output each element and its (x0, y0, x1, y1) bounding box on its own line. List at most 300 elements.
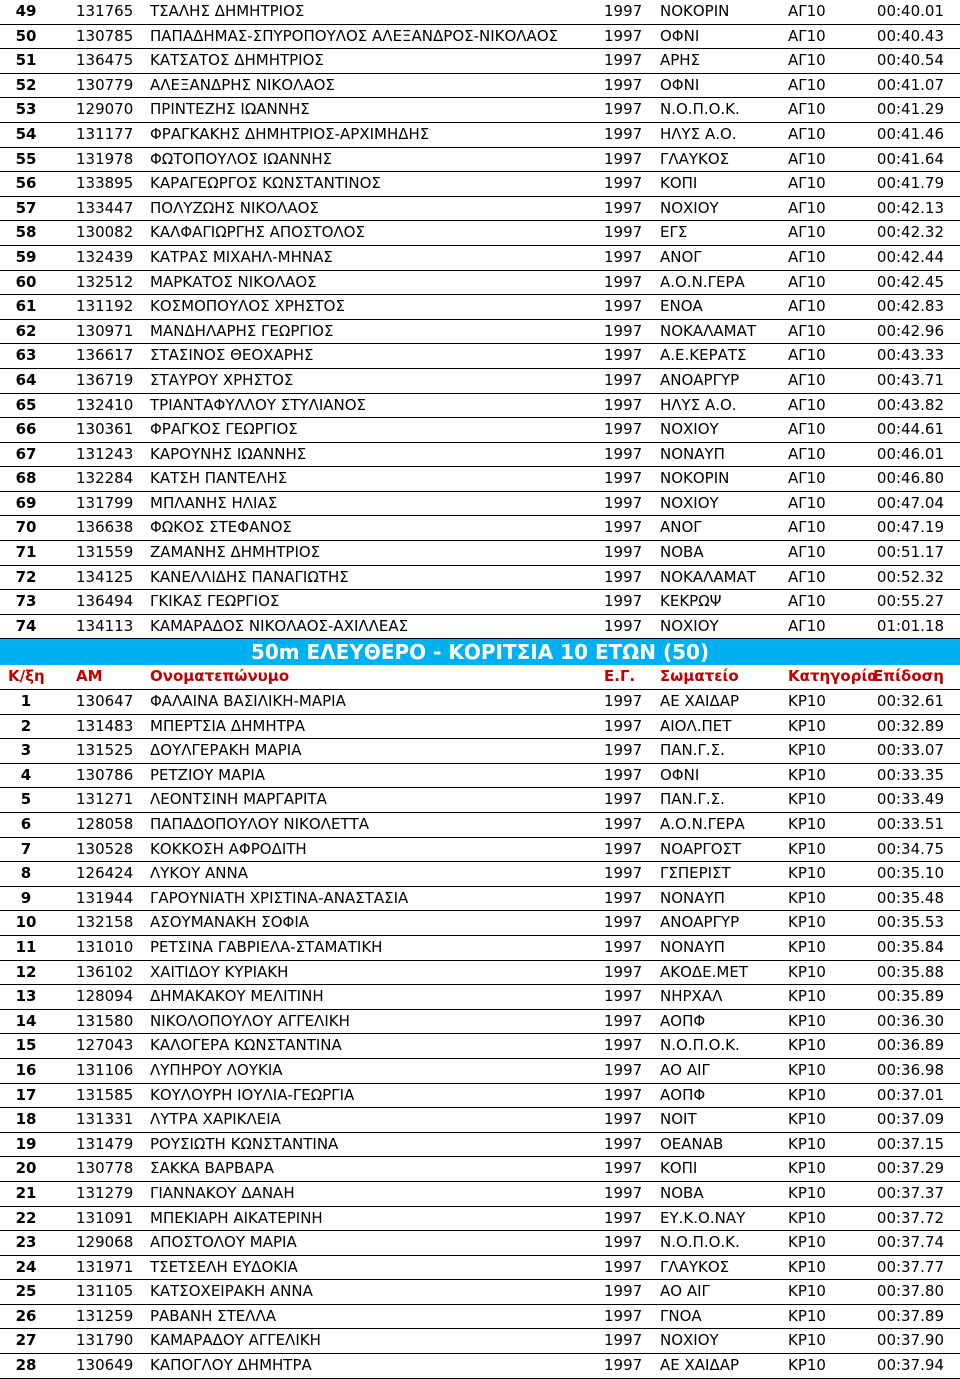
club-cell: Ν.Ο.Π.Ο.Κ. (660, 1036, 740, 1055)
am-cell: 131192 (76, 297, 134, 316)
table-row (0, 49, 960, 74)
name-cell: ΛΥΠΗΡΟΥ ΛΟΥΚΙΑ (150, 1060, 283, 1079)
rank-cell: 61 (15, 297, 37, 316)
name-cell: ΖΑΜΑΝΗΣ ΔΗΜΗΤΡΙΟΣ (150, 543, 321, 562)
table-row (0, 541, 960, 566)
category-cell: ΚΡ10 (788, 839, 826, 858)
name-cell: ΚΑΠΟΓΛΟΥ ΔΗΜΗΤΡΑ (150, 1356, 312, 1375)
year-cell: 1997 (604, 223, 643, 242)
category-cell: ΑΓ10 (788, 321, 826, 340)
am-cell: 130361 (76, 420, 134, 439)
category-cell: ΑΓ10 (788, 26, 826, 45)
table-row (0, 788, 960, 813)
rank-cell: 55 (15, 149, 37, 168)
year-cell: 1997 (604, 420, 643, 439)
club-cell: ΗΛΥΣ Α.Ο. (660, 124, 737, 143)
am-cell: 131331 (76, 1110, 134, 1129)
time-cell: 00:37.89 (876, 1306, 944, 1325)
name-cell: ΦΡΑΓΚΟΣ ΓΕΩΡΓΙΟΣ (150, 420, 298, 439)
time-cell: 00:43.33 (876, 346, 944, 365)
am-cell: 129070 (76, 100, 134, 119)
am-cell: 133447 (76, 198, 134, 217)
time-cell: 00:41.64 (876, 149, 944, 168)
name-cell: ΜΠΕΚΙΑΡΗ ΑΙΚΑΤΕΡΙΝΗ (150, 1208, 323, 1227)
am-cell: 131105 (76, 1282, 134, 1301)
time-cell: 00:37.77 (876, 1257, 944, 1276)
am-cell: 133895 (76, 174, 134, 193)
club-cell: ΑΟ ΑΙΓ (660, 1282, 710, 1301)
rank-cell: 18 (15, 1110, 37, 1129)
year-cell: 1997 (604, 1331, 643, 1350)
year-cell: 1997 (604, 444, 643, 463)
club-cell: ΝΟΧΙΟΥ (660, 1331, 719, 1350)
am-cell: 131106 (76, 1060, 134, 1079)
am-cell: 131799 (76, 493, 134, 512)
rank-cell: 19 (15, 1134, 37, 1153)
am-cell: 130779 (76, 75, 134, 94)
am-cell: 131483 (76, 716, 134, 735)
header-rank: Κ/ξη (8, 667, 45, 686)
category-cell: ΚΡ10 (788, 790, 826, 809)
table-row (0, 615, 960, 640)
am-cell: 131010 (76, 937, 134, 956)
rank-cell: 11 (15, 937, 37, 956)
table-row (0, 1182, 960, 1207)
am-cell: 132284 (76, 469, 134, 488)
name-cell: ΑΠΟΣΤΟΛΟΥ ΜΑΡΙΑ (150, 1233, 297, 1252)
name-cell: ΠΑΠΑΔΗΜΑΣ-ΣΠΥΡΟΠΟΥΛΟΣ ΑΛΕΞΑΝΔΡΟΣ-ΝΙΚΟΛΑΟΣ (150, 26, 559, 45)
name-cell: ΔΟΥΛΓΕΡΑΚΗ ΜΑΡΙΑ (150, 741, 302, 760)
time-cell: 00:52.32 (876, 567, 944, 586)
year-cell: 1997 (604, 370, 643, 389)
time-cell: 00:40.54 (876, 51, 944, 70)
am-cell: 131944 (76, 888, 134, 907)
category-cell: ΑΓ10 (788, 469, 826, 488)
year-cell: 1997 (604, 815, 643, 833)
boys-results (0, 0, 960, 639)
category-cell: ΑΓ10 (788, 420, 826, 439)
category-cell: ΑΓ10 (788, 75, 826, 94)
year-cell: 1997 (604, 395, 643, 414)
am-cell: 128094 (76, 987, 134, 1006)
time-cell: 00:42.13 (876, 198, 944, 217)
year-cell: 1997 (604, 937, 643, 956)
table-row (0, 739, 960, 764)
club-cell: ΠΑΝ.Γ.Σ. (660, 741, 725, 760)
category-cell: ΑΓ10 (788, 297, 826, 316)
club-cell: ΝΟΚΑΛΑΜΑΤ (660, 567, 757, 586)
time-cell: 00:40.43 (876, 26, 944, 45)
category-cell: ΑΓ10 (788, 370, 826, 389)
rank-cell: 16 (15, 1060, 37, 1079)
name-cell: ΚΑΜΑΡΑΔΟΥ ΑΓΓΕΛΙΚΗ (150, 1331, 321, 1350)
table-row (0, 813, 960, 838)
am-cell: 127043 (76, 1036, 134, 1055)
name-cell: ΚΑΛΦΑΓΙΩΡΓΗΣ ΑΠΟΣΤΟΛΟΣ (150, 223, 365, 242)
club-cell: ΓΛΑΥΚΟΣ (660, 1257, 730, 1276)
club-cell: ΑΕ ΧΑΙΔΑΡ (660, 692, 740, 711)
club-cell: ΝΟΧΙΟΥ (660, 616, 719, 635)
table-row (0, 715, 960, 740)
club-cell: ΟΕΑΝΑΒ (660, 1134, 724, 1153)
year-cell: 1997 (604, 1110, 643, 1129)
time-cell: 00:42.32 (876, 223, 944, 242)
am-cell: 130786 (76, 765, 134, 784)
name-cell: ΚΑΤΡΑΣ ΜΙΧΑΗΛ-ΜΗΝΑΣ (150, 247, 333, 266)
name-cell: ΔΗΜΑΚΑΚΟΥ ΜΕΛΙΤΙΝΗ (150, 987, 324, 1006)
club-cell: ΝΟΑΡΓΟΣΤ (660, 839, 742, 858)
year-cell: 1997 (604, 198, 643, 217)
club-cell: ΝΟΧΙΟΥ (660, 420, 719, 439)
club-cell: ΝΟΝΑΥΠ (660, 444, 725, 463)
category-cell: ΚΡ10 (788, 1060, 826, 1079)
table-row (0, 1084, 960, 1109)
category-cell: ΚΡ10 (788, 1159, 826, 1178)
rank-cell: 66 (15, 420, 37, 439)
am-cell: 136617 (76, 346, 134, 365)
table-row (0, 911, 960, 936)
year-cell: 1997 (604, 1257, 643, 1276)
club-cell: ΝΗΡΧΑΛ (660, 987, 723, 1006)
table-row (0, 862, 960, 887)
club-cell: ΓΛΑΥΚΟΣ (660, 149, 730, 168)
table-row (0, 1207, 960, 1232)
header-year: Ε.Γ. (604, 667, 636, 686)
year-cell: 1997 (604, 493, 643, 512)
table-row (0, 1231, 960, 1256)
category-cell: ΑΓ10 (788, 395, 826, 414)
name-cell: ΡΕΤΖΙΟΥ ΜΑΡΙΑ (150, 765, 266, 784)
am-cell: 131279 (76, 1183, 134, 1202)
am-cell: 131177 (76, 124, 134, 143)
name-cell: ΚΟΥΛΟΥΡΗ ΙΟΥΛΙΑ-ΓΕΩΡΓΙΑ (150, 1085, 355, 1104)
am-cell: 134113 (76, 616, 134, 635)
name-cell: ΦΩΤΟΠΟΥΛΟΣ ΙΩΑΝΝΗΣ (150, 149, 333, 168)
am-cell: 136475 (76, 51, 134, 70)
table-row (0, 344, 960, 369)
year-cell: 1997 (604, 1011, 643, 1030)
category-cell: ΑΓ10 (788, 174, 826, 193)
club-cell: ΝΟΒΑ (660, 543, 704, 562)
rank-cell: 14 (15, 1011, 37, 1030)
rank-cell: 52 (15, 75, 37, 94)
am-cell: 131559 (76, 543, 134, 562)
rank-cell: 68 (15, 469, 37, 488)
time-cell: 00:37.09 (876, 1110, 944, 1129)
category-cell: ΑΓ10 (788, 567, 826, 586)
rank-cell: 69 (15, 493, 37, 512)
am-cell: 131259 (76, 1306, 134, 1325)
rank-cell: 9 (20, 888, 32, 907)
time-cell: 00:42.44 (876, 247, 944, 266)
table-row (0, 98, 960, 123)
am-cell: 130778 (76, 1159, 134, 1178)
year-cell: 1997 (604, 1208, 643, 1227)
club-cell: Ν.Ο.Π.Ο.Κ. (660, 100, 740, 119)
table-row (0, 0, 960, 25)
table-row (0, 74, 960, 99)
year-cell: 1997 (604, 888, 643, 907)
category-cell: ΚΡ10 (788, 815, 826, 833)
year-cell: 1997 (604, 567, 643, 586)
rank-cell: 60 (15, 272, 37, 291)
club-cell: ΚΟΠΙ (660, 174, 698, 193)
am-cell: 126424 (76, 864, 134, 883)
rank-cell: 1 (20, 692, 32, 711)
column-headers (0, 665, 960, 690)
name-cell: ΡΟΥΣΙΩΤΗ ΚΩΝΣΤΑΝΤΙΝΑ (150, 1134, 339, 1153)
year-cell: 1997 (604, 2, 643, 20)
rank-cell: 71 (15, 543, 37, 562)
club-cell: ΑΝΟΓ (660, 518, 702, 537)
rank-cell: 20 (15, 1159, 37, 1178)
year-cell: 1997 (604, 1134, 643, 1153)
year-cell: 1997 (604, 1036, 643, 1055)
category-cell: ΚΡ10 (788, 1183, 826, 1202)
year-cell: 1997 (604, 518, 643, 537)
year-cell: 1997 (604, 100, 643, 119)
category-cell: ΑΓ10 (788, 346, 826, 365)
club-cell: ΑΚΟΔΕ.ΜΕΤ (660, 962, 748, 981)
am-cell: 132439 (76, 247, 134, 266)
year-cell: 1997 (604, 913, 643, 932)
rank-cell: 54 (15, 124, 37, 143)
time-cell: 00:37.74 (876, 1233, 944, 1252)
club-cell: Α.Ο.Ν.ΓΕΡΑ (660, 815, 745, 833)
club-cell: Α.Ο.Ν.ΓΕΡΑ (660, 272, 745, 291)
name-cell: ΚΑΜΑΡΑΔΟΣ ΝΙΚΟΛΑΟΣ-ΑΧΙΛΛΕΑΣ (150, 616, 409, 635)
rank-cell: 28 (15, 1356, 37, 1375)
time-cell: 00:37.90 (876, 1331, 944, 1350)
rank-cell: 2 (20, 716, 32, 735)
year-cell: 1997 (604, 1233, 643, 1252)
category-cell: ΑΓ10 (788, 149, 826, 168)
club-cell: ΝΟΚΟΡΙΝ (660, 469, 730, 488)
year-cell: 1997 (604, 1282, 643, 1301)
table-row (0, 394, 960, 419)
club-cell: ΝΟΚΑΛΑΜΑΤ (660, 321, 757, 340)
name-cell: ΛΕΟΝΤΣΙΝΗ ΜΑΡΓΑΡΙΤΑ (150, 790, 327, 809)
category-cell: ΚΡ10 (788, 692, 826, 711)
am-cell: 136638 (76, 518, 134, 537)
time-cell: 00:37.01 (876, 1085, 944, 1104)
table-row (0, 1280, 960, 1305)
club-cell: ΟΦΝΙ (660, 26, 700, 45)
rank-cell: 67 (15, 444, 37, 463)
am-cell: 132158 (76, 913, 134, 932)
am-cell: 128058 (76, 815, 134, 833)
table-row (0, 1133, 960, 1158)
name-cell: ΣΤΑΥΡΟΥ ΧΡΗΣΤΟΣ (150, 370, 294, 389)
rank-cell: 5 (20, 790, 32, 809)
time-cell: 00:32.89 (876, 716, 944, 735)
category-cell: ΑΓ10 (788, 2, 826, 20)
club-cell: ΚΟΠΙ (660, 1159, 698, 1178)
table-row (0, 1329, 960, 1354)
year-cell: 1997 (604, 1085, 643, 1104)
club-cell: ΑΙΟΛ.ΠΕΤ (660, 716, 732, 735)
table-row (0, 369, 960, 394)
rank-cell: 23 (15, 1233, 37, 1252)
time-cell: 00:33.51 (876, 815, 944, 833)
name-cell: ΜΠΛΑΝΗΣ ΗΛΙΑΣ (150, 493, 278, 512)
category-cell: ΑΓ10 (788, 444, 826, 463)
category-cell: ΑΓ10 (788, 543, 826, 562)
club-cell: ΑΝΟΑΡΓΥΡ (660, 913, 740, 932)
club-cell: ΝΟΒΑ (660, 1183, 704, 1202)
club-cell: ΑΟΠΦ (660, 1011, 706, 1030)
time-cell: 00:43.71 (876, 370, 944, 389)
name-cell: ΓΚΙΚΑΣ ΓΕΩΡΓΙΟΣ (150, 592, 280, 611)
club-cell: ΠΑΝ.Γ.Σ. (660, 790, 725, 809)
year-cell: 1997 (604, 272, 643, 291)
header-club: Σωματείο (660, 667, 739, 686)
name-cell: ΤΣΕΤΣΕΛΗ ΕΥΔΟΚΙΑ (150, 1257, 298, 1276)
time-cell: 00:44.61 (876, 420, 944, 439)
am-cell: 130647 (76, 692, 134, 711)
category-cell: ΚΡ10 (788, 1011, 826, 1030)
time-cell: 00:35.48 (876, 888, 944, 907)
rank-cell: 12 (15, 962, 37, 981)
table-row (0, 838, 960, 863)
name-cell: ΜΠΕΡΤΣΙΑ ΔΗΜΗΤΡΑ (150, 716, 306, 735)
category-cell: ΚΡ10 (788, 913, 826, 932)
category-cell: ΚΡ10 (788, 1331, 826, 1350)
category-cell: ΚΡ10 (788, 716, 826, 735)
table-row (0, 1108, 960, 1133)
name-cell: ΠΡΙΝΤΕΖΗΣ ΙΩΑΝΝΗΣ (150, 100, 310, 119)
am-cell: 136494 (76, 592, 134, 611)
rank-cell: 49 (15, 2, 37, 20)
name-cell: ΝΙΚΟΛΟΠΟΥΛΟΥ ΑΓΓΕΛΙΚΗ (150, 1011, 350, 1030)
category-cell: ΑΓ10 (788, 198, 826, 217)
am-cell: 130971 (76, 321, 134, 340)
year-cell: 1997 (604, 297, 643, 316)
time-cell: 00:41.79 (876, 174, 944, 193)
name-cell: ΑΛΕΞΑΝΔΡΗΣ ΝΙΚΟΛΑΟΣ (150, 75, 335, 94)
time-cell: 00:32.61 (876, 692, 944, 711)
table-row (0, 443, 960, 468)
rank-cell: 57 (15, 198, 37, 217)
category-cell: ΚΡ10 (788, 765, 826, 784)
table-row (0, 197, 960, 222)
time-cell: 00:35.89 (876, 987, 944, 1006)
time-cell: 00:40.01 (876, 2, 944, 20)
am-cell: 131271 (76, 790, 134, 809)
table-row (0, 1305, 960, 1330)
year-cell: 1997 (604, 1159, 643, 1178)
category-cell: ΚΡ10 (788, 1110, 826, 1129)
time-cell: 00:36.98 (876, 1060, 944, 1079)
club-cell: ΑΝΟΓ (660, 247, 702, 266)
club-cell: ΕΥ.Κ.Ο.ΝΑΥ (660, 1208, 746, 1227)
category-cell: ΚΡ10 (788, 1036, 826, 1055)
rank-cell: 21 (15, 1183, 37, 1202)
name-cell: ΤΡΙΑΝΤΑΦΥΛΛΟΥ ΣΤΥΛΙΑΝΟΣ (150, 395, 367, 414)
am-cell: 131479 (76, 1134, 134, 1153)
club-cell: ΝΟΧΙΟΥ (660, 198, 719, 217)
table-row (0, 492, 960, 517)
table-row (0, 1010, 960, 1035)
table-row (0, 418, 960, 443)
header-time: Επίδοση (873, 667, 944, 686)
club-cell: ΑΝΟΑΡΓΥΡ (660, 370, 740, 389)
category-cell: ΚΡ10 (788, 1208, 826, 1227)
am-cell: 131765 (76, 2, 134, 20)
time-cell: 00:37.94 (876, 1356, 944, 1375)
year-cell: 1997 (604, 741, 643, 760)
rank-cell: 7 (20, 839, 32, 858)
category-cell: ΑΓ10 (788, 518, 826, 537)
rank-cell: 15 (15, 1036, 37, 1055)
category-cell: ΑΓ10 (788, 124, 826, 143)
time-cell: 00:55.27 (876, 592, 944, 611)
table-row (0, 1034, 960, 1059)
year-cell: 1997 (604, 1306, 643, 1325)
name-cell: ΚΑΛΟΓΕΡΑ ΚΩΝΣΤΑΝΤΙΝΑ (150, 1036, 342, 1055)
table-row (0, 936, 960, 961)
year-cell: 1997 (604, 692, 643, 711)
table-row (0, 467, 960, 492)
time-cell: 00:41.29 (876, 100, 944, 119)
name-cell: ΚΟΚΚΟΣΗ ΑΦΡΟΔΙΤΗ (150, 839, 307, 858)
club-cell: ΓΝΟΑ (660, 1306, 702, 1325)
table-row (0, 961, 960, 986)
name-cell: ΚΟΣΜΟΠΟΥΛΟΣ ΧΡΗΣΤΟΣ (150, 297, 345, 316)
time-cell: 00:35.84 (876, 937, 944, 956)
table-row (0, 123, 960, 148)
am-cell: 134125 (76, 567, 134, 586)
year-cell: 1997 (604, 1060, 643, 1079)
category-cell: ΚΡ10 (788, 1233, 826, 1252)
year-cell: 1997 (604, 124, 643, 143)
rank-cell: 63 (15, 346, 37, 365)
time-cell: 00:36.89 (876, 1036, 944, 1055)
name-cell: ΚΑΡΟΥΝΗΣ ΙΩΑΝΝΗΣ (150, 444, 307, 463)
rank-cell: 58 (15, 223, 37, 242)
year-cell: 1997 (604, 469, 643, 488)
rank-cell: 13 (15, 987, 37, 1006)
rank-cell: 56 (15, 174, 37, 193)
category-cell: ΑΓ10 (788, 493, 826, 512)
time-cell: 00:42.83 (876, 297, 944, 316)
year-cell: 1997 (604, 346, 643, 365)
name-cell: ΜΑΡΚΑΤΟΣ ΝΙΚΟΛΑΟΣ (150, 272, 317, 291)
name-cell: ΠΟΛΥΖΩΗΣ ΝΙΚΟΛΑΟΣ (150, 198, 319, 217)
table-row (0, 1256, 960, 1281)
rank-cell: 22 (15, 1208, 37, 1227)
name-cell: ΣΤΑΣΙΝΟΣ ΘΕΟΧΑΡΗΣ (150, 346, 314, 365)
time-cell: 00:33.49 (876, 790, 944, 809)
year-cell: 1997 (604, 765, 643, 784)
name-cell: ΡΑΒΑΝΗ ΣΤΕΛΛΑ (150, 1306, 277, 1325)
am-cell: 136719 (76, 370, 134, 389)
time-cell: 00:42.96 (876, 321, 944, 340)
time-cell: 00:33.07 (876, 741, 944, 760)
category-cell: ΚΡ10 (788, 1356, 826, 1375)
category-cell: ΚΡ10 (788, 1282, 826, 1301)
club-cell: ΑΟΠΦ (660, 1085, 706, 1104)
rank-cell: 50 (15, 26, 37, 45)
table-row (0, 25, 960, 50)
name-cell: ΚΑΤΣΗ ΠΑΝΤΕΛΗΣ (150, 469, 288, 488)
rank-cell: 51 (15, 51, 37, 70)
rank-cell: 25 (15, 1282, 37, 1301)
club-cell: ΗΛΥΣ Α.Ο. (660, 395, 737, 414)
table-row (0, 1157, 960, 1182)
year-cell: 1997 (604, 616, 643, 635)
club-cell: ΝΟΙΤ (660, 1110, 697, 1129)
